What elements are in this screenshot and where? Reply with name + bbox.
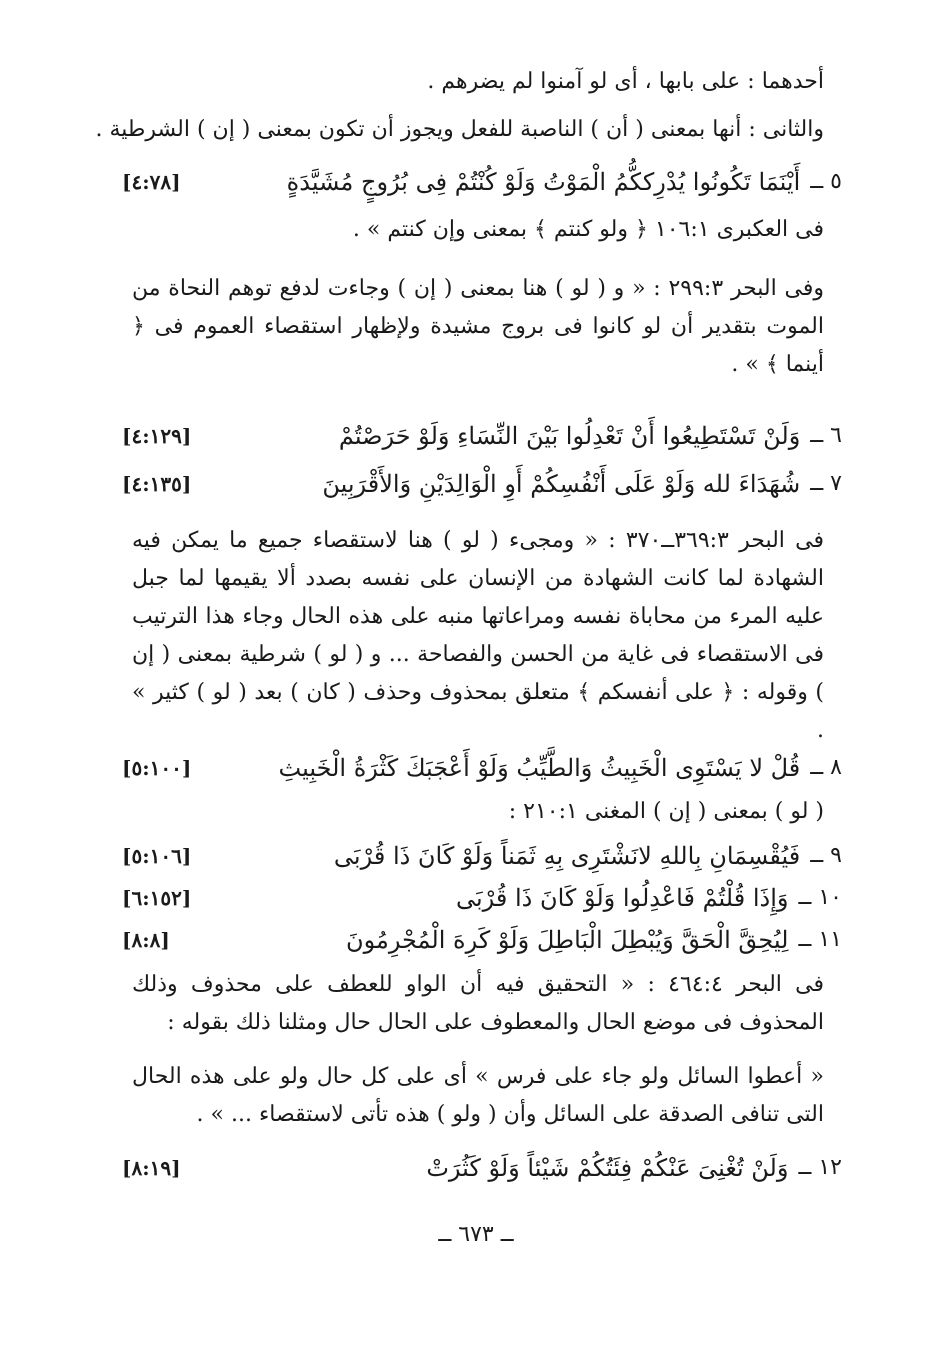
verse-5	[122, 160, 842, 204]
text-line-1: أحدهما : على بابها ، أى لو آمنوا لم يضرهم .	[427, 69, 824, 94]
commentary-paragraph-2: فى البحر ٣٦٩:٣ــ٣٧٠ : « ومجىء ( لو ) هنا لاستقصاء جميع ما يمكن فيه الشهادة لما كانت الشهادة من الإنسان على نفسه بصدد ألا يقيمها لما جبل عليه المرء من محاباة نفسه ومراعاتها منبه على هذه الحال وجاء هذا الترتيب فى الاستقصاء فى غاية من الحسن والفصاحة ... و ( لو ) شرطية بمعنى ( إن ) وقوله : ﴿ على أنفسكم ﴾ متعلق بمحذوف وحذف ( كان ) بعد ( لو ) كثير » .	[132, 528, 824, 743]
verse-text: أَيْنَمَا تَكُونُوا يُدْرِككُّمُ الْمَوْتُ وَلَوْ كُنْتُمْ فِى بُرُوجٍ مُشَيَّدَةٍ	[286, 168, 801, 196]
verse-text: لِيُحِقَّ الْحَقَّ وَيُبْطِلَ الْبَاطِلَ وَلَوْ كَرِهَ الْمُجْرِمُونَ	[345, 926, 789, 954]
commentary-paragraph-3: فى البحر ٤٦٤:٤ : « التحقيق فيه أن الواو للعطف على محذوف وذلك المحذوف فى موضع الحال والمعطوف على الحال حال ومثلنا ذلك بقوله :	[132, 972, 824, 1035]
verse-reference: [٥:١٠٦]	[122, 844, 192, 868]
verse-12	[122, 1146, 842, 1190]
text-line-4: ( لو ) بمعنى ( إن ) المغنى ٢١٠:١ :	[508, 799, 824, 824]
verse-number: ٩ ــ	[810, 843, 842, 868]
verse-11	[122, 918, 842, 962]
verse-number: ١١ ــ	[798, 927, 842, 952]
verse-6	[122, 414, 842, 458]
commentary-paragraph-4: « أعطوا السائل ولو جاء على فرس » أى على كل حال ولو على هذه الحال التى تنافى الصدقة على السائل وأن ( ولو ) هذه تأتى لاستقصاء ... » .	[132, 1064, 824, 1127]
verse-reference: [٥:١٠٠]	[122, 756, 192, 780]
verse-reference: [٨:٨]	[122, 928, 170, 952]
verse-number: ٧ ــ	[810, 471, 842, 496]
page-number: ــ ٦٧٣ ــ	[438, 1222, 514, 1247]
verse-reference: [٦:١٥٢]	[122, 886, 192, 910]
verse-9	[122, 834, 842, 878]
verse-text: وَلَنْ تُغْنِىَ عَنْكُمْ فِئَتُكُمْ شَيْئاً وَلَوْ كَثُرَتْ	[426, 1154, 789, 1182]
verse-reference: [٨:١٩]	[122, 1156, 181, 1180]
verse-number: ٥ ــ	[810, 169, 842, 194]
verse-text: وَلَنْ تَسْتَطِيعُوا أَنْ تَعْدِلُوا بَيْنَ النِّسَاءِ وَلَوْ حَرَصْتُمْ	[338, 422, 801, 450]
verse-number: ٦ ــ	[810, 423, 842, 448]
verse-text: شُهَدَاءَ لله وَلَوْ عَلَى أَنْفُسِكُمْ أَوِ الْوَالِدَيْنِ وَالأَقْرَبِينَ	[322, 470, 801, 498]
verse-reference: [٤:١٣٥]	[122, 472, 192, 496]
verse-reference: [٤:٧٨]	[122, 170, 181, 194]
text-line-3: فى العكبرى ١٠٦:١ ﴿ ولو كنتم ﴾ بمعنى وإن كنتم » .	[352, 217, 824, 242]
verse-text: وَإِذَا قُلْتُمْ فَاعْدِلُوا وَلَوْ كَانَ ذَا قُرْبَى	[455, 884, 789, 912]
verse-number: ٨ ــ	[810, 755, 842, 780]
verse-number: ١٠ ــ	[798, 885, 842, 910]
verse-text: قُلْ لا يَسْتَوِى الْخَبِيثُ وَالطَّيِّبُ وَلَوْ أَعْجَبَكَ كَثْرَةُ الْخَبِيثِ	[278, 754, 801, 782]
verse-number: ١٢ ــ	[798, 1155, 842, 1180]
commentary-paragraph-1: وفى البحر ٢٩٩:٣ : « و ( لو ) هنا بمعنى ( إن ) وجاءت لدفع توهم النحاة من الموت بتقدير أن لو كانوا فى بروج مشيدة ولإظهار استقصاء العموم فى ﴿ أينما ﴾ » .	[132, 276, 824, 377]
verse-text: فَيُقْسِمَانِ بِاللهِ لانَشْتَرِى بِهِ ثَمَناً وَلَوْ كَانَ ذَا قُرْبَى	[333, 842, 801, 870]
verse-8	[122, 746, 842, 790]
verse-reference: [٤:١٢٩]	[122, 424, 192, 448]
verse-7	[122, 462, 842, 506]
text-line-2: والثانى : أنها بمعنى ( أن ) الناصبة للفعل ويجوز أن تكون بمعنى ( إن ) الشرطية .	[95, 117, 824, 142]
verse-10	[122, 876, 842, 920]
